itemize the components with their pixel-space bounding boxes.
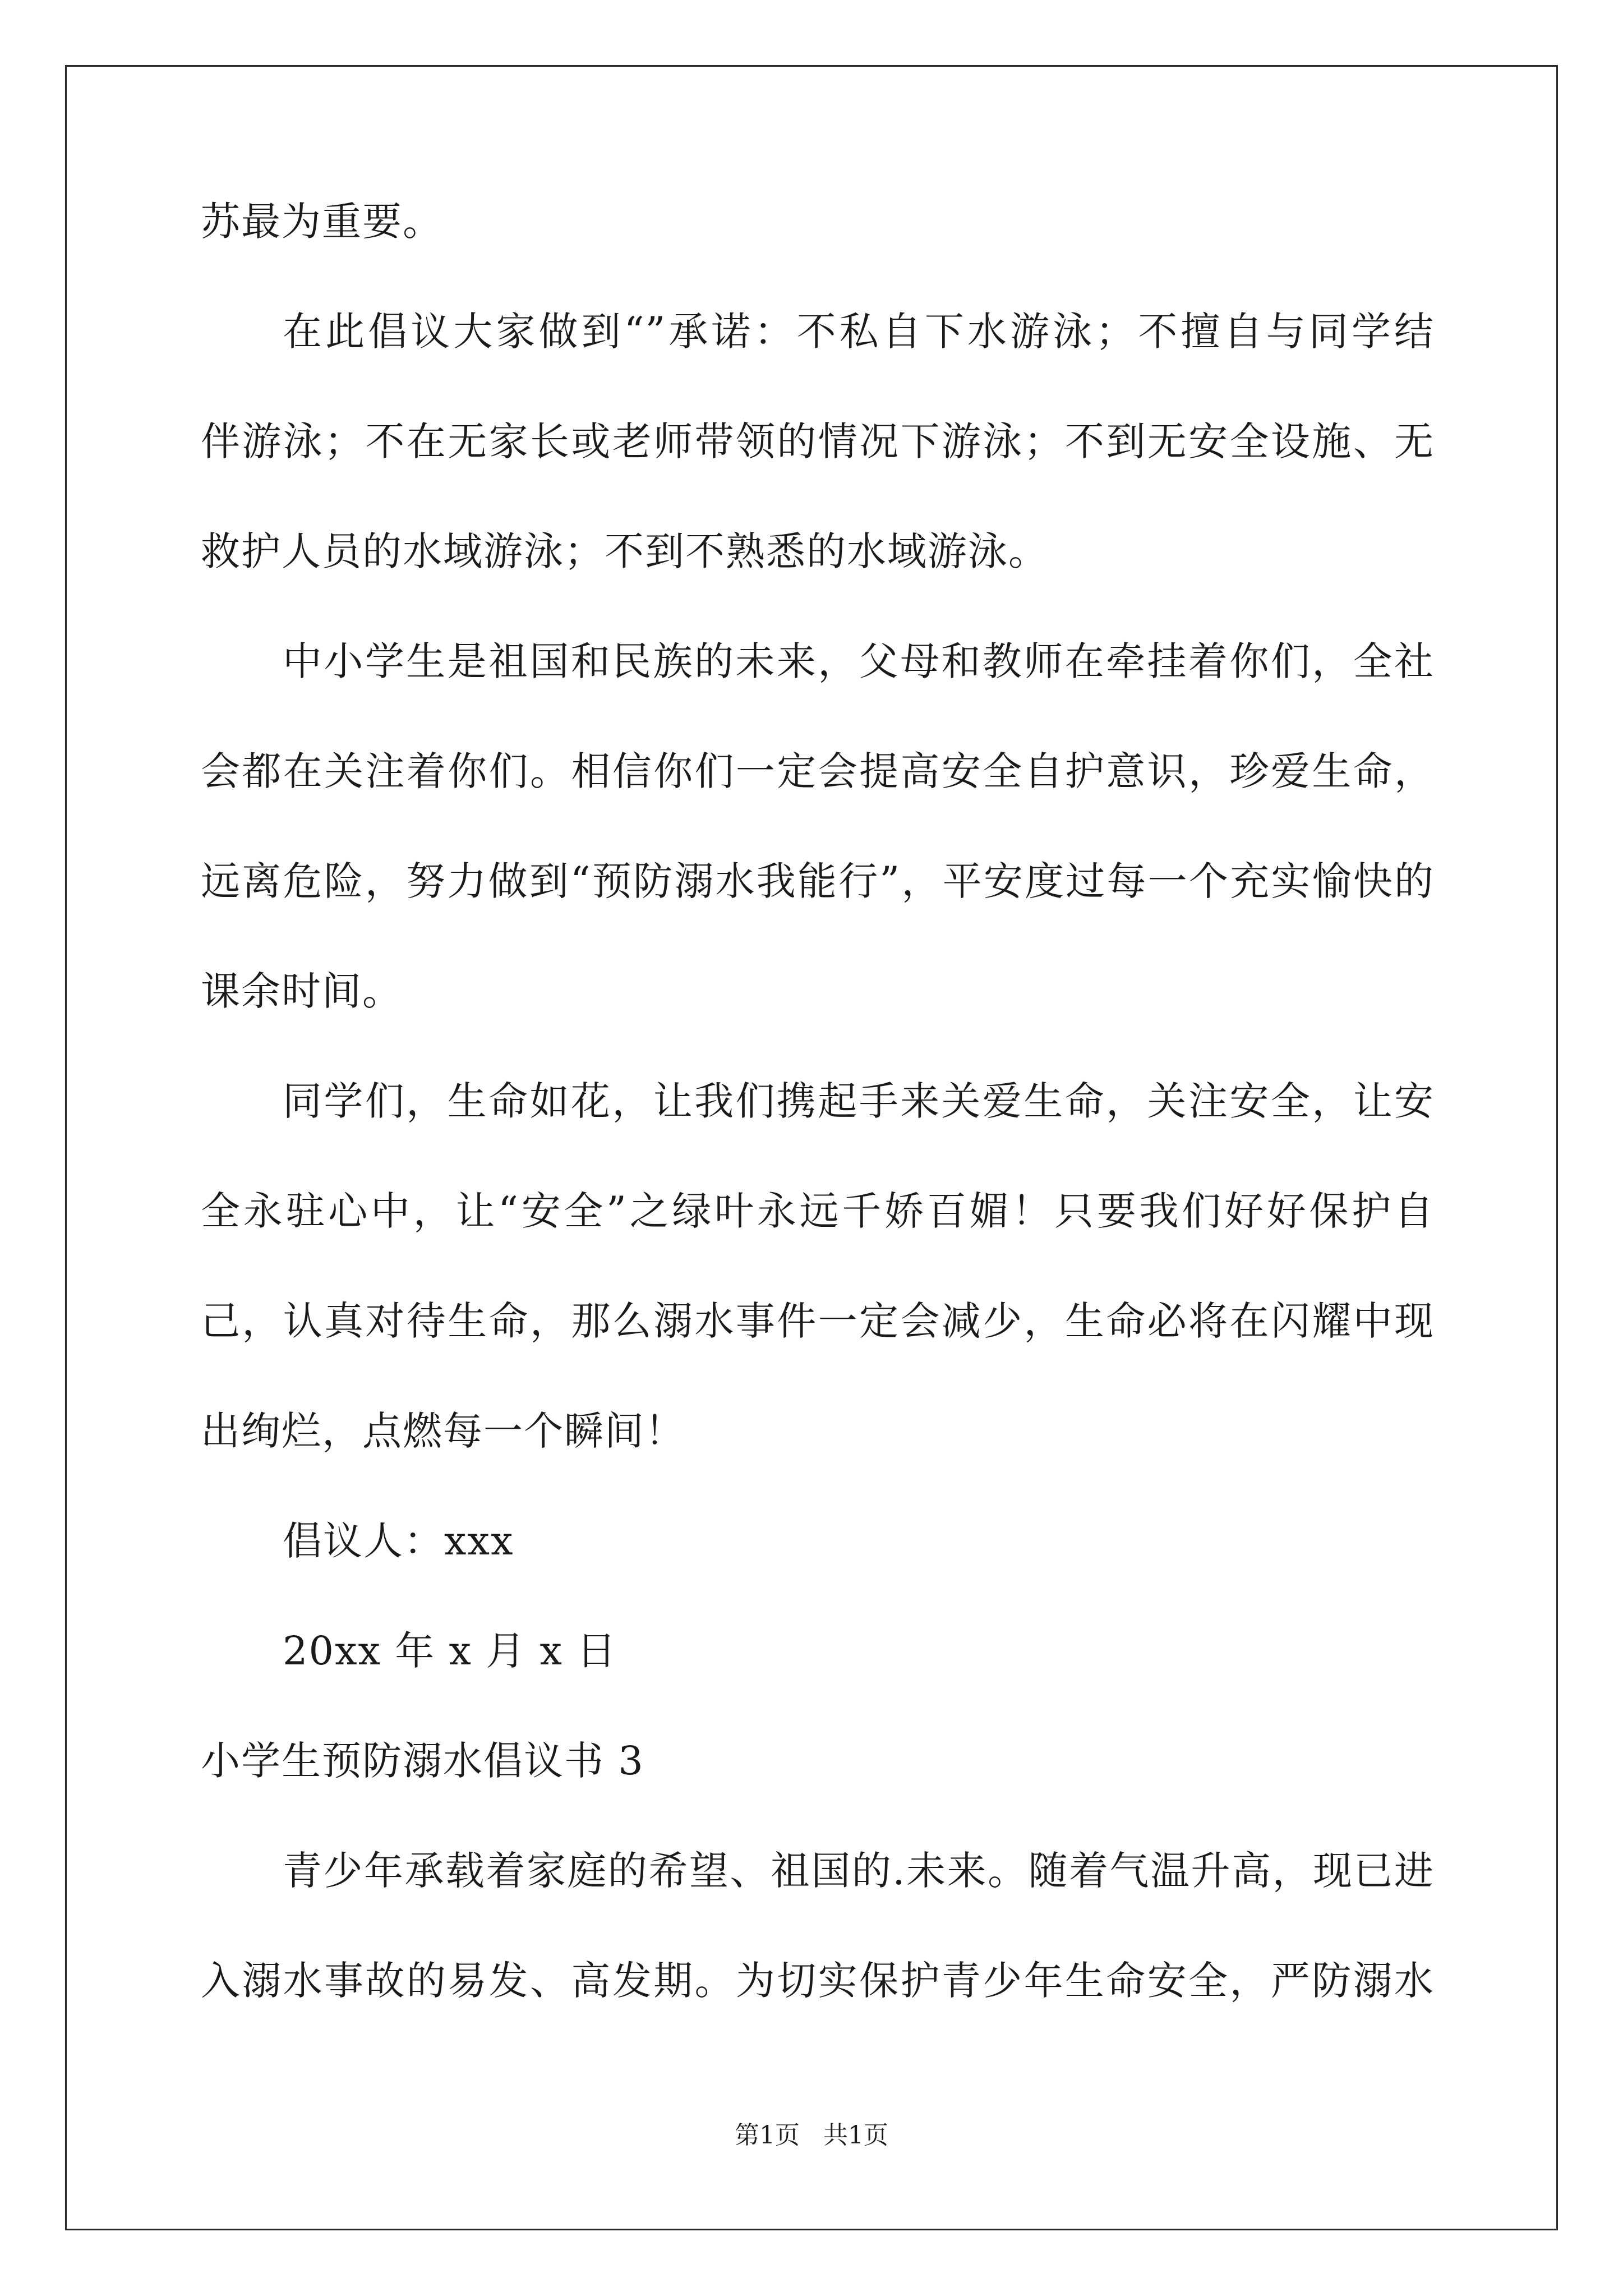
text-line: 全永驻心中，让“安全”之绿叶永远千娇百媚！只要我们好好保护自 (201, 1188, 1435, 1234)
text-line: 课余时间。 (201, 968, 403, 1014)
text-line: 苏最为重要。 (201, 199, 443, 245)
text-line: 伴游泳；不在无家长或老师带领的情况下游泳；不到无安全设施、无 (201, 418, 1435, 464)
text-line: 入溺水事故的易发、高发期。为切实保护青少年生命安全，严防溺水 (201, 1958, 1435, 2004)
text-line: 救护人员的水域游泳；不到不熟悉的水域游泳。 (201, 528, 1049, 574)
page-border (65, 65, 1558, 2230)
section-heading: 小学生预防溺水倡议书 3 (201, 1738, 644, 1784)
text-line: 己，认真对待生命，那么溺水事件一定会减少，生命必将在闪耀中现 (201, 1298, 1435, 1344)
text-line: 出绚烂，点燃每一个瞬间！ (201, 1408, 685, 1454)
text-line: 青少年承载着家庭的希望、祖国的.未来。随着气温升高，现已进 (283, 1848, 1435, 1894)
text-line: 会都在关注着你们。相信你们一定会提高安全自护意识，珍爱生命， (201, 748, 1435, 794)
page-footer: 第1页 共1页 (735, 2121, 888, 2150)
date-line: 20xx 年 x 月 x 日 (283, 1628, 617, 1674)
text-line: 远离危险，努力做到“预防溺水我能行”，平安度过每一个充实愉快的 (201, 858, 1435, 904)
signature-line: 倡议人：xxx (283, 1518, 514, 1564)
text-line: 同学们，生命如花，让我们携起手来关爱生命，关注安全，让安 (283, 1078, 1435, 1124)
text-line: 中小学生是祖国和民族的未来，父母和教师在牵挂着你们，全社 (283, 638, 1435, 684)
text-line: 在此倡议大家做到“”承诺：不私自下水游泳；不擅自与同学结 (283, 309, 1435, 355)
